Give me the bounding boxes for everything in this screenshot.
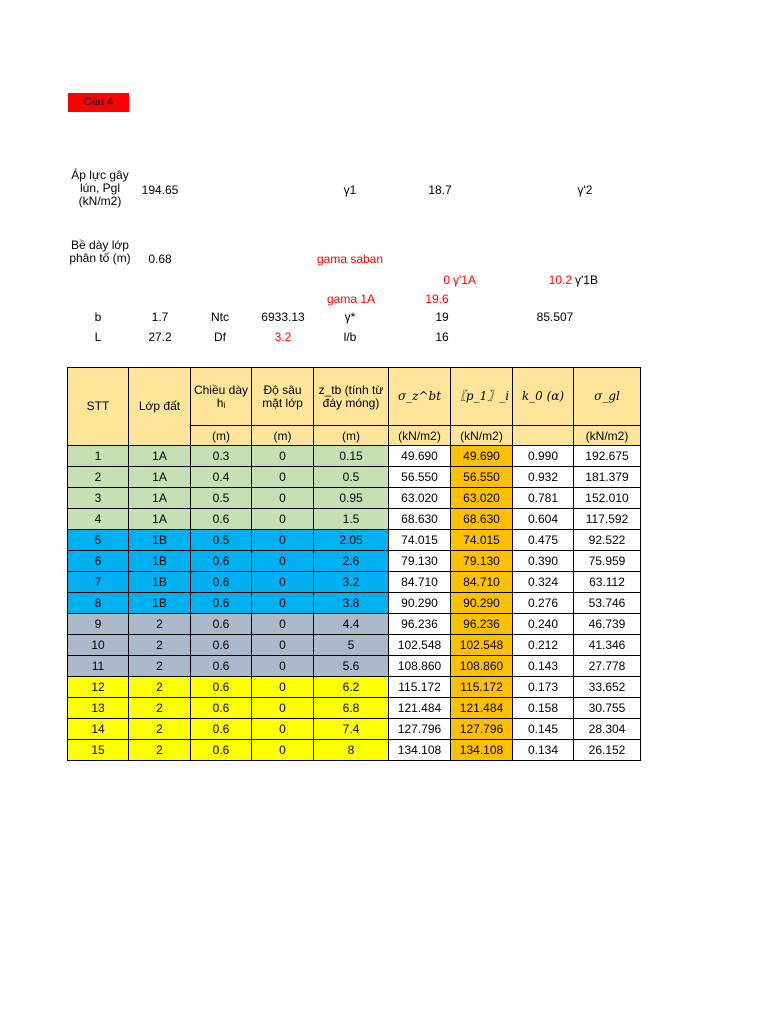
k0-cell: 0.781 bbox=[513, 488, 574, 509]
layer-cell: 1A bbox=[129, 446, 191, 467]
p1-cell: 127.796 bbox=[451, 719, 513, 740]
sigma-z-bt-cell: 79.130 bbox=[389, 551, 451, 572]
depth-cell: 0 bbox=[252, 488, 314, 509]
z-tb-cell: 8 bbox=[314, 740, 389, 761]
layer-cell: 1B bbox=[129, 530, 191, 551]
sigma-z-bt-cell: 134.108 bbox=[389, 740, 451, 761]
p1-cell: 96.236 bbox=[451, 614, 513, 635]
k0-cell: 0.604 bbox=[513, 509, 574, 530]
l-value: 27.2 bbox=[148, 330, 172, 344]
header-sigma-z-bt: σ_z^bt bbox=[389, 368, 451, 426]
z-tb-cell: 6.8 bbox=[314, 698, 389, 719]
depth-cell: 0 bbox=[252, 509, 314, 530]
layer-cell: 1B bbox=[129, 551, 191, 572]
layer-cell: 2 bbox=[129, 635, 191, 656]
layer-cell: 1B bbox=[129, 593, 191, 614]
stt-cell: 8 bbox=[68, 593, 129, 614]
z-tb-cell: 3.2 bbox=[314, 572, 389, 593]
lb-value: 16 bbox=[435, 330, 449, 344]
stt-cell: 2 bbox=[68, 467, 129, 488]
thickness-cell: 0.6 bbox=[191, 698, 252, 719]
layer-cell: 1A bbox=[129, 509, 191, 530]
depth-cell: 0 bbox=[252, 572, 314, 593]
ystar-label: γ* bbox=[344, 310, 356, 324]
sigma-gl-cell: 75.959 bbox=[574, 551, 641, 572]
stt-cell: 11 bbox=[68, 656, 129, 677]
header-p1: 〖p_1〗_i bbox=[451, 368, 513, 426]
depth-cell: 0 bbox=[252, 698, 314, 719]
depth-cell: 0 bbox=[252, 719, 314, 740]
b-value: 1.7 bbox=[151, 310, 169, 324]
layer-cell: 2 bbox=[129, 677, 191, 698]
thickness-cell: 0.3 bbox=[191, 446, 252, 467]
y1-value: 18.7 bbox=[428, 183, 452, 197]
p1-cell: 115.172 bbox=[451, 677, 513, 698]
ntc-label: Ntc bbox=[211, 310, 229, 324]
depth-cell: 0 bbox=[252, 551, 314, 572]
p1-cell: 79.130 bbox=[451, 551, 513, 572]
k0-cell: 0.240 bbox=[513, 614, 574, 635]
unit-do-sau: (m) bbox=[252, 426, 314, 446]
layer-cell: 2 bbox=[129, 656, 191, 677]
p1-cell: 102.548 bbox=[451, 635, 513, 656]
layer-cell: 1B bbox=[129, 572, 191, 593]
stt-cell: 13 bbox=[68, 698, 129, 719]
thickness-cell: 0.4 bbox=[191, 467, 252, 488]
sigma-z-bt-cell: 63.020 bbox=[389, 488, 451, 509]
sigma-z-bt-cell: 115.172 bbox=[389, 677, 451, 698]
k0-cell: 0.173 bbox=[513, 677, 574, 698]
k0-cell: 0.158 bbox=[513, 698, 574, 719]
thickness-cell: 0.6 bbox=[191, 740, 252, 761]
l-label: L bbox=[94, 330, 102, 344]
ystar-value: 19 bbox=[435, 310, 449, 324]
sigma-gl-cell: 41.346 bbox=[574, 635, 641, 656]
stt-cell: 1 bbox=[68, 446, 129, 467]
z-tb-cell: 7.4 bbox=[314, 719, 389, 740]
layer-cell: 2 bbox=[129, 719, 191, 740]
p1-cell: 68.630 bbox=[451, 509, 513, 530]
stt-cell: 12 bbox=[68, 677, 129, 698]
z-tb-cell: 0.15 bbox=[314, 446, 389, 467]
table-row bbox=[68, 551, 641, 572]
df-value: 3.2 bbox=[274, 330, 292, 344]
stt-cell: 5 bbox=[68, 530, 129, 551]
depth-cell: 0 bbox=[252, 614, 314, 635]
unit-sigma-gl: (kN/m2) bbox=[574, 426, 641, 446]
header-row bbox=[68, 368, 641, 426]
y2-label: γ'2 bbox=[577, 183, 593, 197]
p1-cell: 134.108 bbox=[451, 740, 513, 761]
k0-cell: 0.145 bbox=[513, 719, 574, 740]
sigma-gl-cell: 152.010 bbox=[574, 488, 641, 509]
sigma-gl-cell: 181.379 bbox=[574, 467, 641, 488]
stt-cell: 3 bbox=[68, 488, 129, 509]
z-tb-cell: 5.6 bbox=[314, 656, 389, 677]
table-row bbox=[68, 719, 641, 740]
depth-cell: 0 bbox=[252, 593, 314, 614]
table-body bbox=[68, 446, 641, 761]
sigma-z-bt-cell: 108.860 bbox=[389, 656, 451, 677]
table-row bbox=[68, 614, 641, 635]
sigma-z-bt-cell: 102.548 bbox=[389, 635, 451, 656]
y1a-value: 0 bbox=[443, 273, 450, 287]
z-tb-cell: 0.5 bbox=[314, 467, 389, 488]
gama-saban-label: gama saban bbox=[316, 252, 384, 266]
sigma-z-bt-cell: 121.484 bbox=[389, 698, 451, 719]
sigma-gl-cell: 30.755 bbox=[574, 698, 641, 719]
sigma-gl-cell: 117.592 bbox=[574, 509, 641, 530]
unit-k0 bbox=[513, 426, 574, 446]
depth-cell: 0 bbox=[252, 467, 314, 488]
z-tb-cell: 2.05 bbox=[314, 530, 389, 551]
table-row bbox=[68, 635, 641, 656]
p1-cell: 74.015 bbox=[451, 530, 513, 551]
thickness-value: 0.68 bbox=[148, 252, 172, 266]
sigma-z-bt-cell: 68.630 bbox=[389, 509, 451, 530]
k0-cell: 0.143 bbox=[513, 656, 574, 677]
table-row bbox=[68, 488, 641, 509]
thickness-cell: 0.6 bbox=[191, 677, 252, 698]
thickness-cell: 0.6 bbox=[191, 635, 252, 656]
k0-cell: 0.212 bbox=[513, 635, 574, 656]
ystar-extra-value: 85.507 bbox=[536, 310, 574, 324]
thickness-cell: 0.6 bbox=[191, 551, 252, 572]
gama-1a-label: gama 1A bbox=[326, 292, 376, 306]
sigma-gl-cell: 33.652 bbox=[574, 677, 641, 698]
layer-cell: 1A bbox=[129, 467, 191, 488]
p1-cell: 84.710 bbox=[451, 572, 513, 593]
depth-cell: 0 bbox=[252, 635, 314, 656]
thickness-cell: 0.6 bbox=[191, 593, 252, 614]
p1-cell: 108.860 bbox=[451, 656, 513, 677]
z-tb-cell: 3.8 bbox=[314, 593, 389, 614]
p1-cell: 49.690 bbox=[451, 446, 513, 467]
sigma-z-bt-cell: 56.550 bbox=[389, 467, 451, 488]
table-row bbox=[68, 740, 641, 761]
k0-cell: 0.276 bbox=[513, 593, 574, 614]
header-stt: STT bbox=[68, 368, 129, 446]
unit-sigma-z-bt: (kN/m2) bbox=[389, 426, 451, 446]
pgl-value: 194.65 bbox=[141, 183, 179, 197]
df-label: Df bbox=[214, 330, 226, 344]
sigma-gl-cell: 192.675 bbox=[574, 446, 641, 467]
header-do-sau: Độ sâu mặt lớp bbox=[252, 368, 314, 426]
header-z-tb: z_tb (tính từ đáy móng) bbox=[314, 368, 389, 426]
sigma-z-bt-cell: 127.796 bbox=[389, 719, 451, 740]
z-tb-cell: 6.2 bbox=[314, 677, 389, 698]
sigma-gl-cell: 46.739 bbox=[574, 614, 641, 635]
stt-cell: 14 bbox=[68, 719, 129, 740]
p1-cell: 90.290 bbox=[451, 593, 513, 614]
table-row bbox=[68, 446, 641, 467]
layer-cell: 1A bbox=[129, 488, 191, 509]
z-tb-cell: 0.95 bbox=[314, 488, 389, 509]
depth-cell: 0 bbox=[252, 446, 314, 467]
sigma-gl-cell: 28.304 bbox=[574, 719, 641, 740]
sigma-gl-cell: 27.778 bbox=[574, 656, 641, 677]
depth-cell: 0 bbox=[252, 656, 314, 677]
k0-cell: 0.324 bbox=[513, 572, 574, 593]
stt-cell: 15 bbox=[68, 740, 129, 761]
table-row bbox=[68, 593, 641, 614]
thickness-cell: 0.6 bbox=[191, 572, 252, 593]
k0-cell: 0.390 bbox=[513, 551, 574, 572]
stt-cell: 9 bbox=[68, 614, 129, 635]
y1-label: γ1 bbox=[343, 183, 357, 197]
depth-cell: 0 bbox=[252, 677, 314, 698]
depth-cell: 0 bbox=[252, 530, 314, 551]
table-row bbox=[68, 467, 641, 488]
lb-label: l/b bbox=[343, 330, 357, 344]
k0-cell: 0.134 bbox=[513, 740, 574, 761]
p1-cell: 56.550 bbox=[451, 467, 513, 488]
thickness-cell: 0.6 bbox=[191, 719, 252, 740]
depth-cell: 0 bbox=[252, 740, 314, 761]
layer-cell: 2 bbox=[129, 698, 191, 719]
stt-cell: 6 bbox=[68, 551, 129, 572]
sigma-z-bt-cell: 90.290 bbox=[389, 593, 451, 614]
y1b-value: 10.2 bbox=[548, 273, 572, 287]
sigma-gl-cell: 92.522 bbox=[574, 530, 641, 551]
sigma-gl-cell: 53.746 bbox=[574, 593, 641, 614]
ntc-value: 6933.13 bbox=[261, 310, 305, 324]
table-row bbox=[68, 698, 641, 719]
unit-p1: (kN/m2) bbox=[451, 426, 513, 446]
thickness-cell: 0.6 bbox=[191, 509, 252, 530]
question-title: Câu 4 bbox=[68, 93, 129, 112]
table-row bbox=[68, 656, 641, 677]
table-row bbox=[68, 572, 641, 593]
z-tb-cell: 1.5 bbox=[314, 509, 389, 530]
p1-cell: 121.484 bbox=[451, 698, 513, 719]
table-row bbox=[68, 677, 641, 698]
p1-cell: 63.020 bbox=[451, 488, 513, 509]
z-tb-cell: 4.4 bbox=[314, 614, 389, 635]
z-tb-cell: 5 bbox=[314, 635, 389, 656]
gama-1a-value: 19.6 bbox=[425, 292, 449, 306]
sigma-z-bt-cell: 74.015 bbox=[389, 530, 451, 551]
unit-chieu-day: (m) bbox=[191, 426, 252, 446]
table-row bbox=[68, 509, 641, 530]
thickness-cell: 0.6 bbox=[191, 656, 252, 677]
y1a-label: γ'1A bbox=[453, 273, 476, 287]
sigma-gl-cell: 63.112 bbox=[574, 572, 641, 593]
settlement-table bbox=[67, 367, 641, 761]
header-lop-dat: Lớp đất bbox=[129, 368, 191, 446]
header-k0: k_0 (α) bbox=[513, 368, 574, 426]
thickness-cell: 0.6 bbox=[191, 614, 252, 635]
stt-cell: 10 bbox=[68, 635, 129, 656]
sigma-z-bt-cell: 49.690 bbox=[389, 446, 451, 467]
layer-cell: 2 bbox=[129, 614, 191, 635]
header-sigma-gl: σ_gl bbox=[574, 368, 641, 426]
stt-cell: 4 bbox=[68, 509, 129, 530]
stt-cell: 7 bbox=[68, 572, 129, 593]
thickness-cell: 0.5 bbox=[191, 488, 252, 509]
k0-cell: 0.990 bbox=[513, 446, 574, 467]
header-chieu-day: Chiều dày hᵢ bbox=[191, 368, 252, 426]
layer-cell: 2 bbox=[129, 740, 191, 761]
sigma-gl-cell: 26.152 bbox=[574, 740, 641, 761]
k0-cell: 0.475 bbox=[513, 530, 574, 551]
sigma-z-bt-cell: 96.236 bbox=[389, 614, 451, 635]
k0-cell: 0.932 bbox=[513, 467, 574, 488]
table-row bbox=[68, 530, 641, 551]
b-label: b bbox=[94, 310, 102, 324]
sigma-z-bt-cell: 84.710 bbox=[389, 572, 451, 593]
thickness-label: Bề dày lớp phân tố (m) bbox=[69, 238, 131, 265]
z-tb-cell: 2.6 bbox=[314, 551, 389, 572]
pgl-label: Áp lực gây lún, Pgl (kN/m2) bbox=[71, 168, 129, 208]
y1b-label: γ'1B bbox=[575, 273, 598, 287]
unit-z-tb: (m) bbox=[314, 426, 389, 446]
thickness-cell: 0.5 bbox=[191, 530, 252, 551]
